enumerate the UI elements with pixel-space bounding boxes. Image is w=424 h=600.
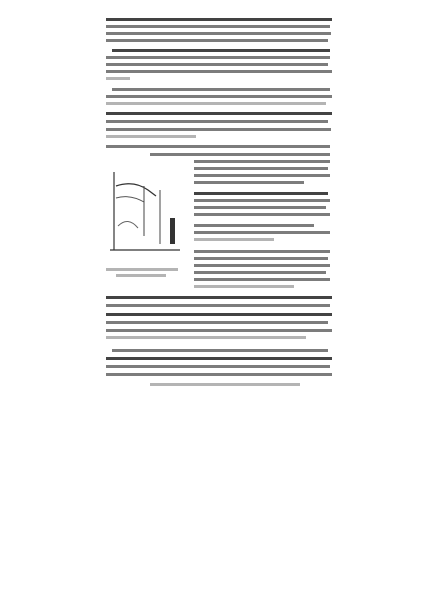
text-line bbox=[106, 63, 328, 66]
text-line bbox=[106, 268, 178, 271]
text-line bbox=[106, 296, 332, 299]
text-line bbox=[194, 160, 330, 163]
text-line bbox=[112, 49, 330, 52]
text-line bbox=[106, 95, 332, 98]
text-line bbox=[194, 257, 328, 260]
text-line bbox=[106, 39, 328, 42]
text-line bbox=[194, 285, 294, 288]
text-line bbox=[150, 153, 330, 156]
text-line bbox=[106, 135, 196, 138]
figure-curve-lower bbox=[118, 221, 138, 228]
figure-diagram bbox=[104, 166, 184, 266]
text-line bbox=[194, 250, 330, 253]
text-line bbox=[194, 199, 330, 202]
figure-caption bbox=[106, 268, 178, 278]
text-line bbox=[106, 18, 332, 21]
text-line bbox=[106, 304, 330, 307]
text-line bbox=[194, 192, 328, 195]
text-line bbox=[194, 167, 328, 170]
figure-block bbox=[170, 218, 175, 244]
text-line bbox=[106, 321, 328, 324]
text-line bbox=[150, 383, 300, 386]
text-line bbox=[194, 224, 314, 227]
text-line bbox=[194, 264, 330, 267]
text-line bbox=[106, 365, 330, 368]
text-line bbox=[194, 238, 274, 241]
text-line bbox=[106, 145, 330, 148]
text-line bbox=[194, 278, 330, 281]
text-line bbox=[106, 373, 332, 376]
text-line bbox=[194, 213, 330, 216]
text-line bbox=[106, 120, 328, 123]
text-line bbox=[106, 56, 330, 59]
text-line bbox=[106, 128, 331, 131]
text-line bbox=[112, 88, 330, 91]
text-line bbox=[194, 271, 326, 274]
text-line bbox=[106, 112, 332, 115]
text-line bbox=[106, 70, 332, 73]
figure-curve-upper bbox=[116, 184, 156, 196]
text-line bbox=[106, 32, 331, 35]
text-line bbox=[106, 357, 332, 360]
figure-curve-middle bbox=[116, 197, 144, 202]
text-line bbox=[112, 349, 328, 352]
text-line bbox=[194, 231, 330, 234]
text-line bbox=[194, 206, 326, 209]
text-line bbox=[194, 174, 330, 177]
text-line bbox=[116, 274, 166, 277]
text-line bbox=[106, 329, 332, 332]
text-line bbox=[106, 102, 326, 105]
text-line bbox=[106, 77, 130, 80]
figure-drawing bbox=[104, 166, 184, 266]
text-line bbox=[106, 313, 332, 316]
text-line bbox=[194, 181, 304, 184]
paragraph-5-text bbox=[0, 0, 1, 1]
text-line bbox=[106, 336, 306, 339]
text-line bbox=[106, 25, 330, 28]
